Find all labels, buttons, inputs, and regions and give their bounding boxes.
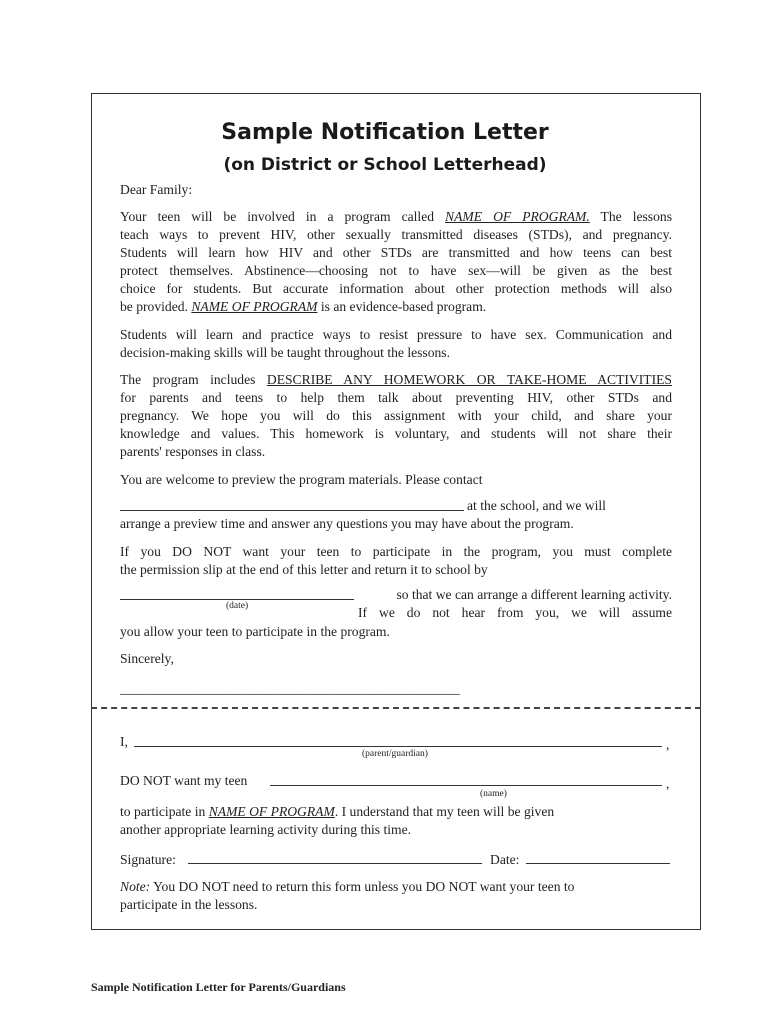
p1-line3: Students will learn how HIV and other STDs are transmitted and how teens can best xyxy=(120,245,672,260)
slip-line1: to participate in NAME OF PROGRAM. I understand that my teen will be given xyxy=(120,804,555,819)
p1-line2: teach ways to prevent HIV, other sexually transmitted diseases (STDs), and pregnancy. xyxy=(120,227,672,242)
slip-line2: another appropriate learning activity during this time. xyxy=(120,822,412,837)
p5-line4: If we do not hear from you, we will assume xyxy=(358,605,672,620)
p1-line5: choice for students. But accurate information about other protection methods will also xyxy=(120,281,672,296)
signature-label: Signature: xyxy=(120,852,176,867)
slip-i-label: I, xyxy=(120,734,128,749)
p5-line1: If you DO NOT want your teen to participate in the program, you must complete xyxy=(120,544,672,559)
closing: Sincerely, xyxy=(120,651,174,666)
p4-line1: You are welcome to preview the program materials. Please contact xyxy=(120,472,483,487)
page-footer: Sample Notification Letter for Parents/Guardians xyxy=(91,980,346,994)
parent-guardian-field[interactable] xyxy=(134,746,662,747)
p2-line1: Students will learn and practice ways to resist pressure to have sex. Communication and xyxy=(120,327,672,342)
letter-subtitle: (on District or School Letterhead) xyxy=(223,155,547,175)
p5-line2: the permission slip at the end of this letter and return it to school by xyxy=(120,562,488,577)
p1-line4: protect themselves. Abstinence—choosing not to have sex—will be given as the best xyxy=(120,263,672,278)
p2-line2: decision-making skills will be taught throughout the lessons. xyxy=(120,345,450,360)
p1-line6: be provided. NAME OF PROGRAM is an evidence-based program. xyxy=(120,299,487,314)
p3-line4: knowledge and values. This homework is voluntary, and students will not share their xyxy=(120,426,672,441)
program-name-placeholder: NAME OF PROGRAM. xyxy=(445,209,590,224)
teen-name-field[interactable] xyxy=(270,785,662,786)
p5-line3: so that we can arrange a different learning activity. xyxy=(396,587,672,602)
program-name-placeholder: NAME OF PROGRAM xyxy=(191,299,318,314)
p3-line1: The program includes DESCRIBE ANY HOMEWORK OR TAKE-HOME ACTIVITIES xyxy=(120,372,672,387)
p4-line2: at the school, and we will xyxy=(467,498,606,513)
p1-line1: Your teen will be involved in a program called NAME OF PROGRAM. The lessons xyxy=(120,209,672,224)
date-label: Date: xyxy=(490,852,520,867)
cut-line xyxy=(91,707,701,709)
slip-donot-label: DO NOT want my teen xyxy=(120,773,248,788)
letter-title: Sample Notification Letter xyxy=(221,120,549,145)
p4-line3: arrange a preview time and answer any questions you may have about the program. xyxy=(120,516,574,531)
contact-blank-line xyxy=(120,510,464,511)
signature-line: __________________________________________________ xyxy=(120,681,460,696)
p3-line5: parents' responses in class. xyxy=(120,444,266,459)
date-field[interactable] xyxy=(526,863,670,864)
note-line2: participate in the lessons. xyxy=(120,897,258,912)
p3-line3: pregnancy. We hope you will do this assignment with your child, and share your xyxy=(120,408,672,423)
program-name-placeholder: NAME OF PROGRAM xyxy=(208,804,335,819)
parent-guardian-caption: (parent/guardian) xyxy=(362,749,428,759)
p5-line5: you allow your teen to participate in the program. xyxy=(120,624,390,639)
name-caption: (name) xyxy=(480,789,507,799)
slip-comma: , xyxy=(666,737,670,752)
return-date-blank-line xyxy=(120,599,354,600)
homework-placeholder: DESCRIBE ANY HOMEWORK OR TAKE-HOME ACTIVITIES xyxy=(266,372,672,387)
salutation: Dear Family: xyxy=(120,182,193,197)
note-line1: Note: You DO NOT need to return this form unless you DO NOT want your teen to xyxy=(120,879,575,894)
slip-comma: , xyxy=(666,776,670,791)
date-caption: (date) xyxy=(226,601,249,611)
signature-field[interactable] xyxy=(188,863,482,864)
p3-line2: for parents and teens to help them talk about preventing HIV, other STDs and xyxy=(120,390,672,405)
